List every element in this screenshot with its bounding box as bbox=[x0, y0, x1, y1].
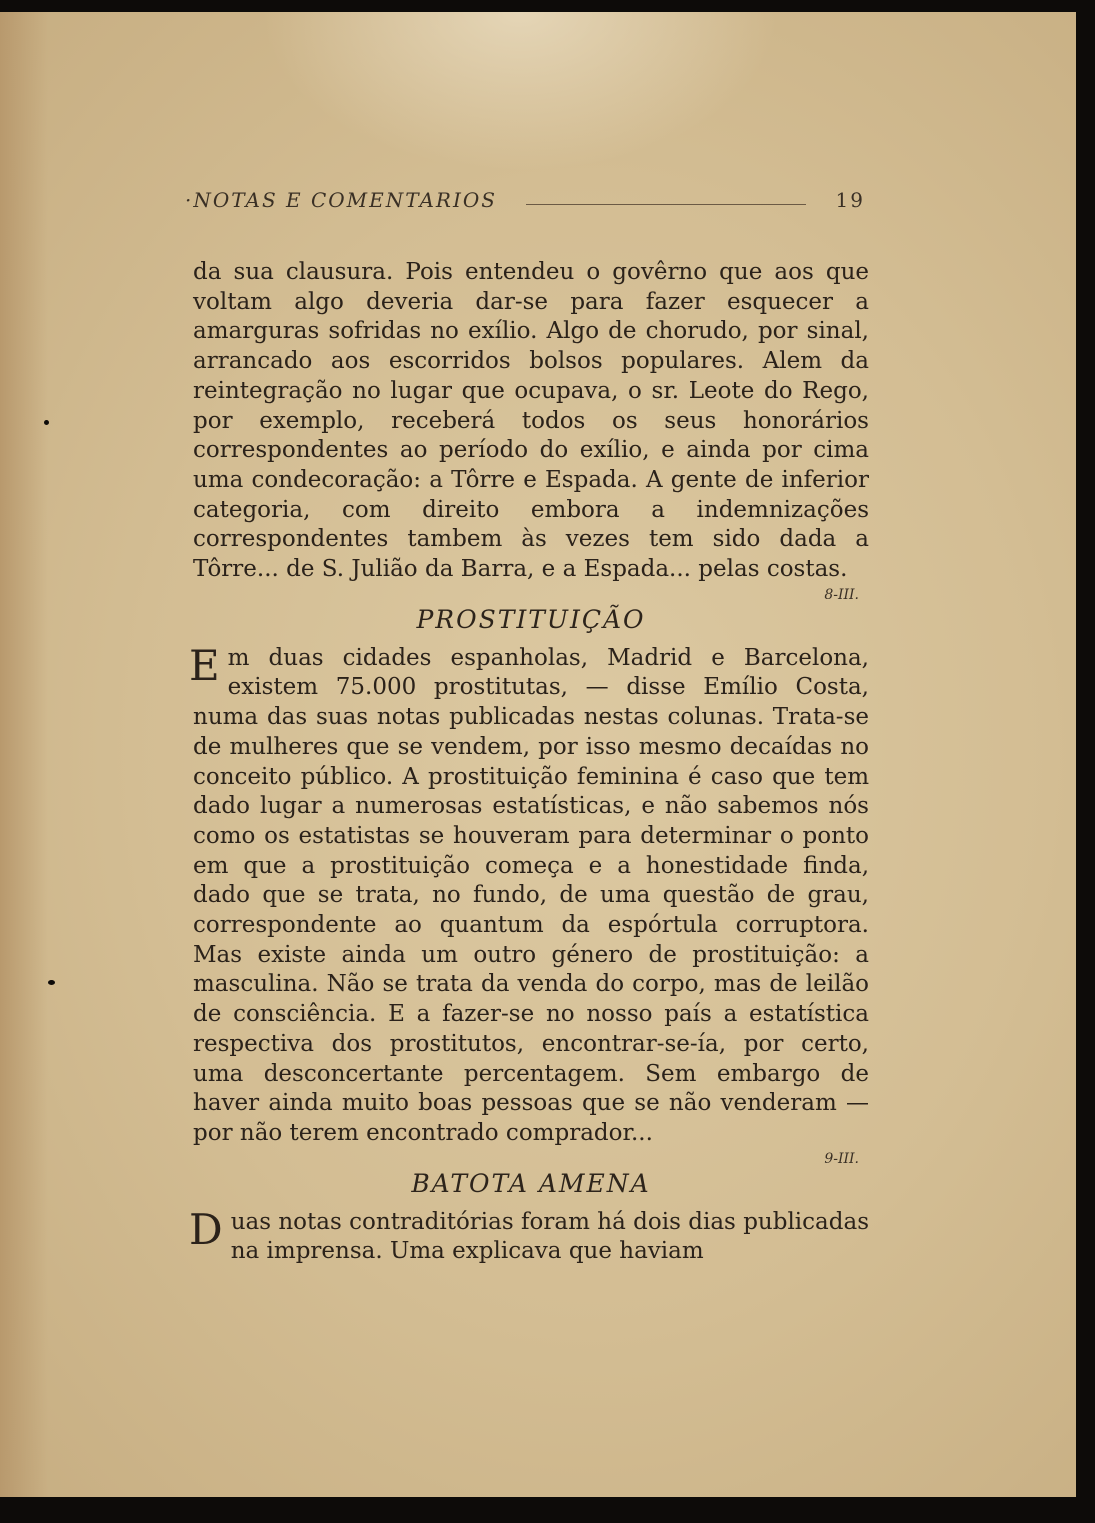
prostituicao-text: m duas cidades espanholas, Madrid e Barcelona, existem 75.000 prostitutas, — disse Emílio Costa, numa das suas notas publicadas nestas colunas. Trata-se de mulheres que se vendem, por isso mesmo decaídas no conceito público. A prostituição feminina é caso que tem dado lugar a numerosas estatísticas, e não sabemos nós como os estatistas se houveram para determinar o ponto em que a prostituição começa e a honestidade finda, dado que se trata, no fundo, de uma questão de grau, correspondente ao quantum da espórtula corruptora. Mas existe ainda um outro género de prostituição: a masculina. Não se trata da venda do corpo, mas de leilão de consciência. E a fazer-se no nosso país a estatística respectiva dos prostitutos, encontrar-se-ía, por certo, uma desconcertante percentagem. Sem embargo de haver ainda muito boas pessoas que se não venderam — por não terem encontrado comprador... bbox=[193, 644, 869, 1146]
paper-spot bbox=[44, 420, 49, 425]
book-page bbox=[0, 12, 1076, 1497]
page-content bbox=[185, 180, 869, 1267]
batota-text: uas notas contraditórias foram há dois dias publicadas na imprensa. Uma explicava que haviam bbox=[230, 1208, 869, 1265]
drop-cap: D bbox=[189, 1204, 223, 1254]
section-date: 8-III. bbox=[824, 586, 859, 603]
paper-spot bbox=[48, 980, 55, 985]
section-date: 9-III. bbox=[824, 1150, 859, 1167]
batota-paragraph bbox=[189, 1204, 869, 1267]
page-number: 19 bbox=[835, 188, 865, 212]
running-head bbox=[185, 180, 869, 212]
running-head-title: ·NOTAS E COMENTARIOS bbox=[185, 188, 497, 212]
continued-paragraph: da sua clausura. Pois entendeu o govêrno que aos que voltam algo deveria dar-se para fazer esquecer a amarguras sofridas no exílio. Algo de chorudo, por sinal, arrancado aos escorridos bolsos populares. Alem da reintegração no lugar que ocupava, o sr. Leote do Rego, por exemplo, receberá todos os seus honorários correspondentes ao período do exílio, e ainda por cima uma condecoração: a Tôrre e Espada. A gente de inferior categoria, com direito embora a indemnizações correspondentes tambem às vezes tem sido dada a Tôrre... de S. Julião da Barra, e a Espada... pelas costas. bbox=[193, 259, 869, 583]
prostituicao-paragraph bbox=[189, 640, 869, 1149]
section-heading-prostituicao: PROSTITUIÇÃO bbox=[416, 604, 646, 634]
section-heading-batota-amena: BATOTA AMENA bbox=[411, 1168, 651, 1198]
drop-cap: E bbox=[189, 640, 220, 690]
running-head-rule bbox=[526, 204, 806, 205]
